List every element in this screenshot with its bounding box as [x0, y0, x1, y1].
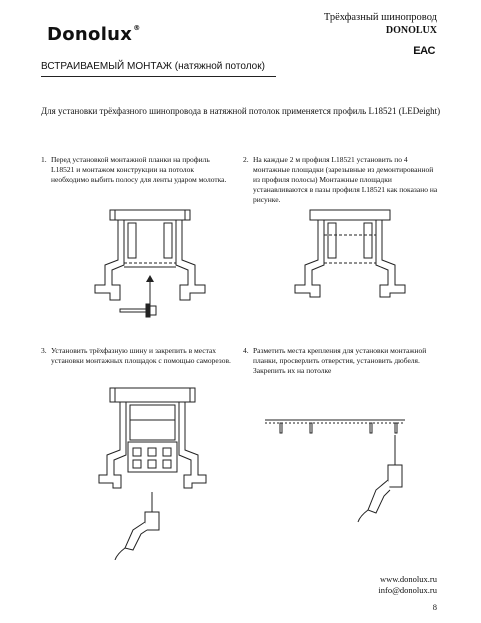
- step-4-number: 4.: [243, 346, 249, 355]
- step-2-text: На каждые 2 м профиля L18521 установить по 4 монтажные площадки (зарезывные из демонтированной из профиля полосы) Монтажные площадки устанавливаются в пазы профиля L18521 как показано на рисунке.: [253, 155, 438, 204]
- figure-ceiling-drill: [260, 410, 410, 525]
- step-2: [243, 155, 439, 205]
- header-brand: DONOLUX: [385, 25, 437, 36]
- step-2-number: 2.: [243, 155, 249, 164]
- step-1-text: Перед установкой монтажной планки на профиль L18521 и монтажом конструкции на потолок необходимо выбить полосу для ленты ударом молотка.: [51, 155, 227, 184]
- step-3-number: 3.: [41, 346, 47, 355]
- intro-paragraph: Для установки трёхфазного шинопровода в натяжной потолок применяется профиль L18521 (LEDeight): [41, 106, 441, 116]
- figure-profile-hammer: [90, 205, 210, 330]
- logo-text: Donolux: [47, 24, 133, 45]
- eac-cert-icon: EAC: [413, 45, 435, 57]
- header-title: Трёхфазный шинопровод: [323, 12, 437, 23]
- step-1-number: 1.: [41, 155, 47, 164]
- footer-email-link[interactable]: info@donolux.ru: [378, 585, 437, 595]
- section-title: ВСТРАИВАЕМЫЙ МОНТАЖ (натяжной потолок): [41, 61, 265, 72]
- logo-registered-mark: ®: [133, 24, 141, 32]
- step-4-text: Разметить места крепления для установки монтажной планки, просверлить отверстия, установить дюбеля. Закрепить их на потолке: [253, 346, 427, 375]
- step-4: [243, 346, 439, 376]
- section-underline: [41, 76, 276, 77]
- figure-rail-drill: [95, 380, 210, 560]
- brand-logo: [47, 24, 141, 45]
- page-number: 8: [432, 602, 437, 612]
- footer-website-link[interactable]: www.donolux.ru: [379, 574, 437, 584]
- step-3: [41, 346, 231, 366]
- figure-profile-pads: [290, 205, 410, 300]
- step-3-text: Установить трёхфазную шину и закрепить в местах установки монтажных площадок с помощью саморезов.: [51, 346, 231, 365]
- step-1: [41, 155, 231, 185]
